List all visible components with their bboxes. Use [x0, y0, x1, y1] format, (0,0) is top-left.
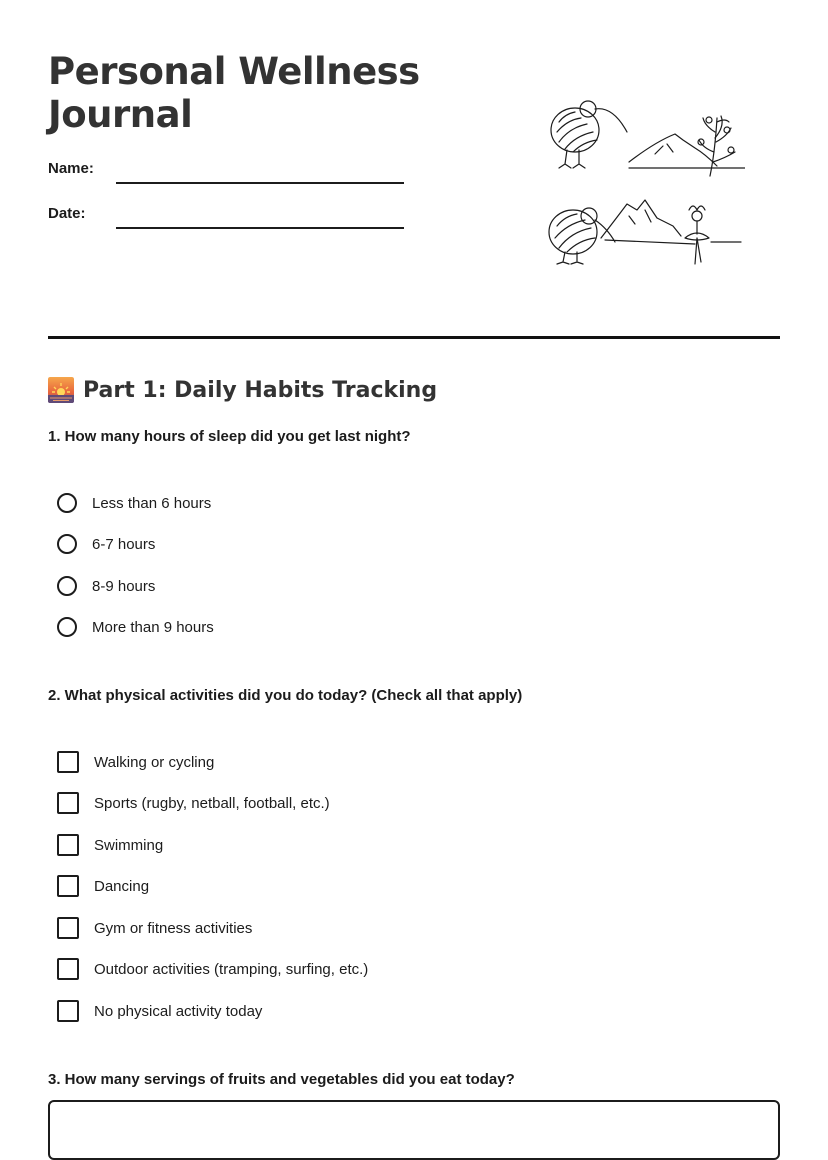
- option-label: More than 9 hours: [92, 618, 214, 636]
- checkbox[interactable]: [57, 834, 79, 856]
- checkbox[interactable]: [57, 792, 79, 814]
- sleep-option-6-7[interactable]: [57, 531, 155, 557]
- question-1: 1. How many hours of sleep did you get last night?: [48, 428, 411, 445]
- option-label: 6-7 hours: [92, 535, 156, 553]
- option-label: Outdoor activities (tramping, surfing, etc.): [94, 960, 369, 978]
- nz-illustration: [545, 92, 745, 277]
- activity-none[interactable]: [57, 998, 262, 1024]
- activity-dancing[interactable]: [57, 873, 149, 899]
- option-label: Dancing: [94, 877, 150, 895]
- sleep-option-8-9[interactable]: [57, 573, 155, 599]
- sleep-option-more-9[interactable]: [57, 614, 214, 640]
- title-line-1: Personal Wellness: [48, 50, 420, 93]
- checkbox[interactable]: [57, 1000, 79, 1022]
- question-3: 3. How many servings of fruits and vegetables did you eat today?: [48, 1071, 515, 1088]
- kiwi-bird-icon: [551, 101, 627, 168]
- part1-title: Part 1: Daily Habits Tracking: [83, 377, 438, 403]
- radio-button[interactable]: [57, 493, 77, 513]
- radio-button[interactable]: [57, 534, 77, 554]
- name-field[interactable]: [48, 160, 408, 190]
- page-title: [48, 50, 508, 136]
- sleep-option-less-6[interactable]: [57, 490, 211, 516]
- activity-walking[interactable]: [57, 749, 214, 775]
- sunrise-icon: [48, 377, 74, 403]
- checkbox[interactable]: [57, 751, 79, 773]
- title-line-2: Journal: [48, 93, 193, 136]
- part1-heading: [48, 374, 437, 406]
- question-2: 2. What physical activities did you do today? (Check all that apply): [48, 687, 523, 704]
- divider-rule: [48, 336, 780, 339]
- radio-button[interactable]: [57, 576, 77, 596]
- dancer-icon: [685, 206, 741, 264]
- checkbox[interactable]: [57, 917, 79, 939]
- checkbox[interactable]: [57, 958, 79, 980]
- option-label: Swimming: [94, 836, 164, 854]
- kiwi-bird-icon-2: [549, 208, 615, 264]
- option-label: Less than 6 hours: [92, 494, 212, 512]
- activity-outdoor[interactable]: [57, 956, 368, 982]
- option-label: Gym or fitness activities: [94, 919, 253, 937]
- activity-sports[interactable]: [57, 790, 330, 816]
- checkbox[interactable]: [57, 875, 79, 897]
- fern-plant-icon: [698, 116, 735, 176]
- activity-swimming[interactable]: [57, 832, 163, 858]
- option-label: No physical activity today: [94, 1002, 263, 1020]
- option-label: Sports (rugby, netball, football, etc.): [94, 794, 330, 812]
- date-label: Date:: [48, 205, 86, 222]
- fruit-veg-answer-box[interactable]: [48, 1100, 780, 1160]
- name-input-line[interactable]: [116, 182, 404, 184]
- option-label: 8-9 hours: [92, 577, 156, 595]
- mountain-range-icon: [601, 200, 695, 244]
- name-label: Name:: [48, 160, 94, 177]
- activity-gym[interactable]: [57, 915, 252, 941]
- date-field[interactable]: [48, 205, 408, 235]
- date-input-line[interactable]: [116, 227, 404, 229]
- option-label: Walking or cycling: [94, 753, 215, 771]
- radio-button[interactable]: [57, 617, 77, 637]
